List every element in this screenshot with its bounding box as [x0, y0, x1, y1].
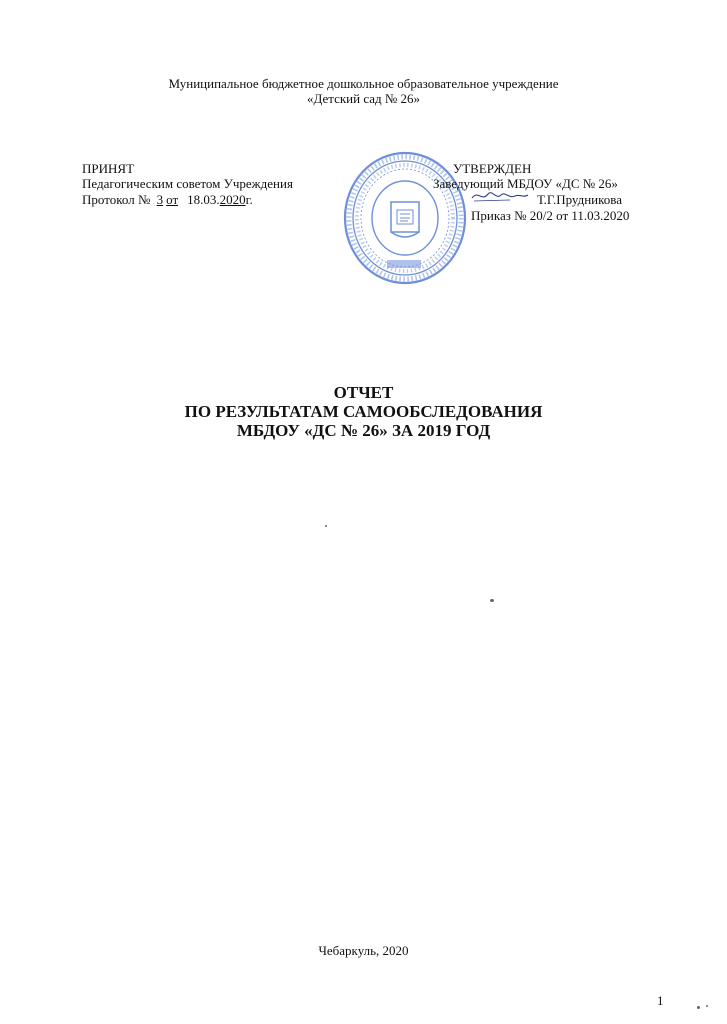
order-line: Приказ № 20/2 от 11.03.2020 — [471, 208, 630, 223]
official-stamp — [342, 150, 468, 286]
approval-right-heading: УТВЕРЖДЕН — [453, 161, 532, 176]
document-title-line2: ПО РЕЗУЛЬТАТАМ САМООБСЛЕДОВАНИЯ — [184, 402, 543, 421]
scan-speck — [325, 525, 327, 527]
scan-speck — [490, 599, 494, 602]
approval-left-heading: ПРИНЯТ — [82, 161, 135, 176]
org-name-line1: Муниципальное бюджетное дошкольное образовательное учреждение — [168, 76, 559, 91]
protocol-from: от — [166, 192, 179, 207]
page-number: 1 — [657, 993, 664, 1008]
protocol-suffix: г. — [245, 192, 253, 207]
document-title-line3: МБДОУ «ДС № 26» ЗА 2019 ГОД — [236, 421, 491, 440]
protocol-line — [82, 192, 253, 207]
approval-right-line1: Заведующий МБДОУ «ДС № 26» — [433, 176, 618, 191]
scan-speck — [706, 1005, 708, 1007]
protocol-prefix: Протокол № — [82, 192, 154, 207]
protocol-year: 2020 — [219, 192, 246, 207]
approval-left-line1: Педагогическим советом Учреждения — [82, 176, 293, 191]
footer-place-year: Чебаркуль, 2020 — [318, 943, 409, 958]
document-title-line1: ОТЧЕТ — [333, 383, 394, 402]
scan-speck — [697, 1006, 700, 1009]
protocol-date-prefix: 18.03. — [187, 192, 220, 207]
org-name-line2: «Детский сад № 26» — [306, 91, 421, 106]
signer-name: Т.Г.Прудникова — [537, 192, 623, 207]
protocol-number: 3 — [156, 192, 164, 207]
